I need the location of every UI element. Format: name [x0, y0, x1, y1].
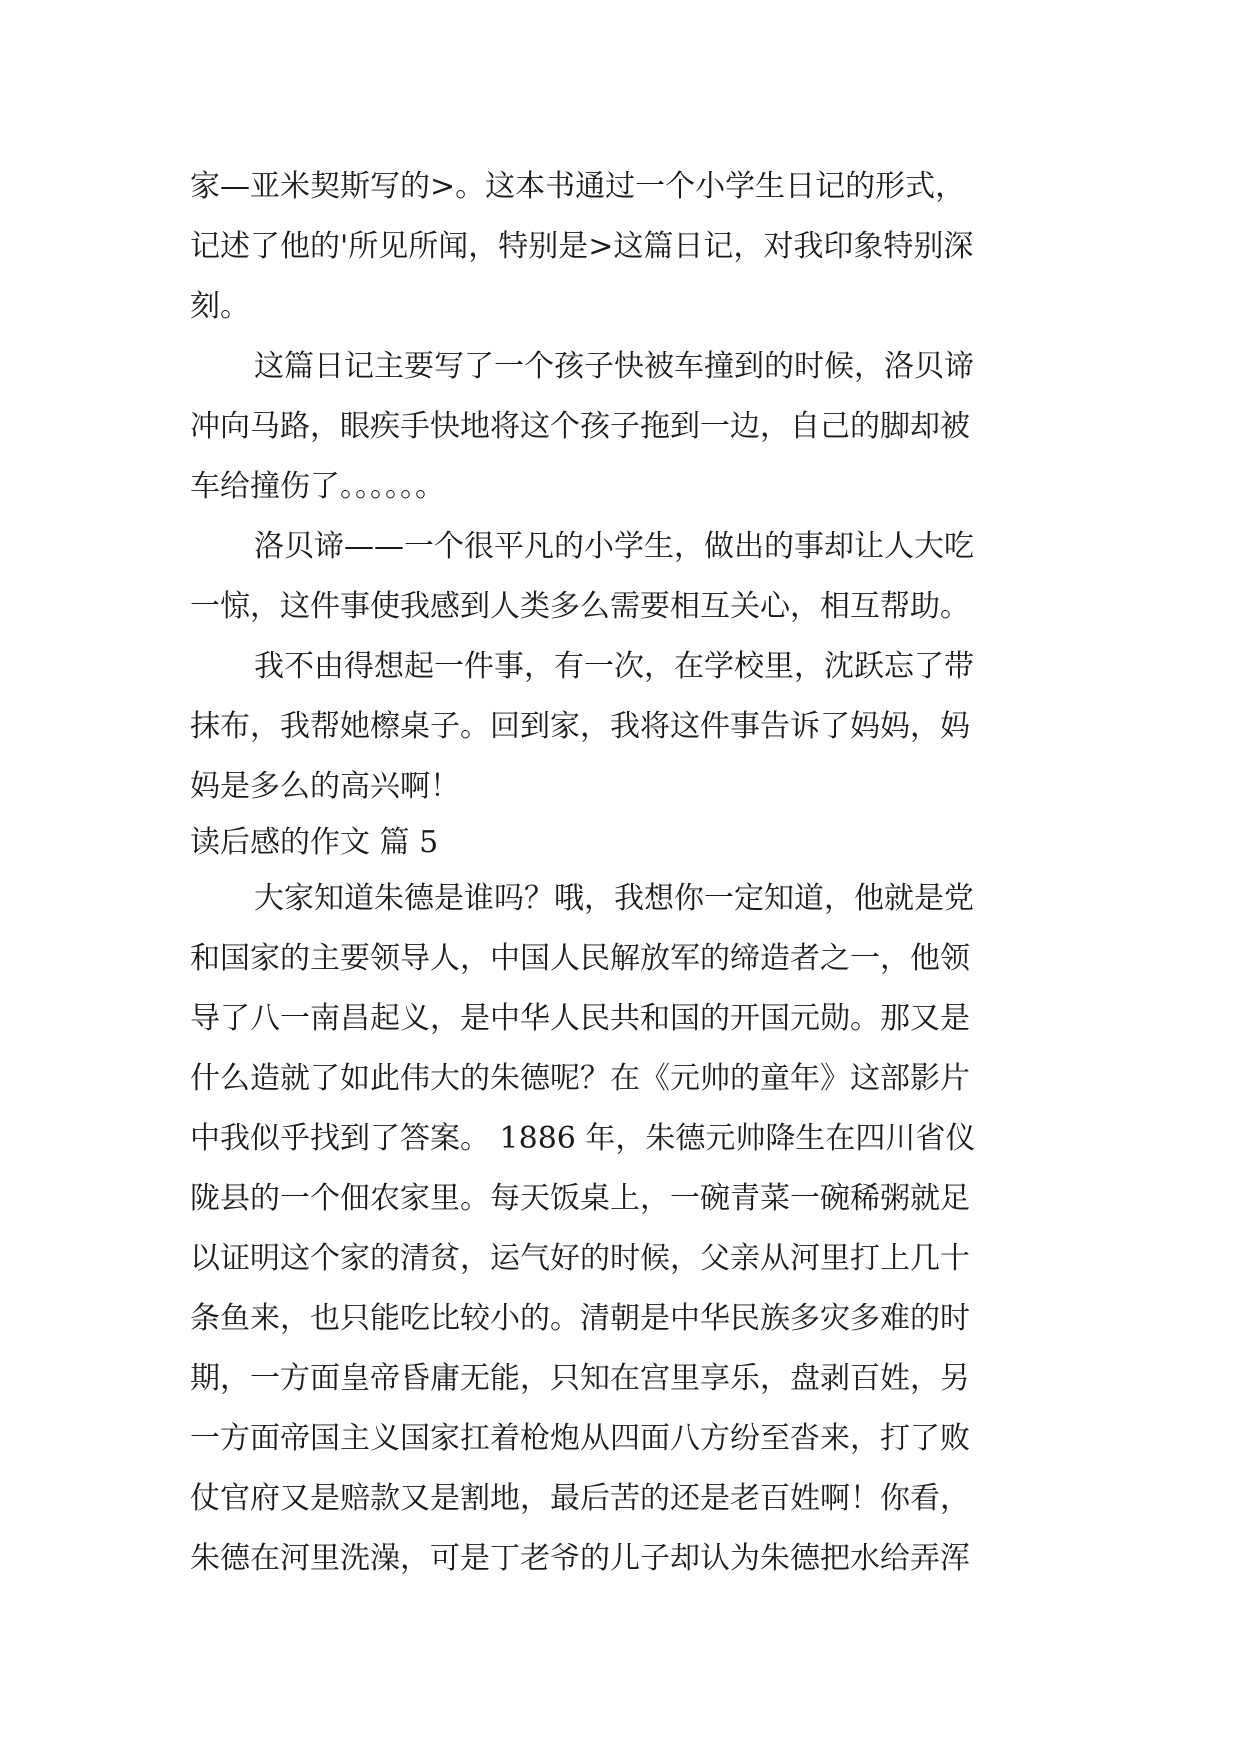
- text-line: 陇县的一个佃农家里。每天饭桌上，一碗青菜一碗稀粥就足: [190, 1181, 970, 1216]
- text-line: 以证明这个家的清贫，运气好的时候，父亲从河里打上几十: [190, 1241, 970, 1276]
- text-line: 什么造就了如此伟大的朱德呢？在《元帅的童年》这部影片: [190, 1061, 970, 1096]
- text-line: 冲向马路，眼疾手快地将这个孩子拖到一边，自己的脚却被: [190, 409, 970, 444]
- paragraph: [190, 157, 1070, 337]
- text-line: 妈是多么的高兴啊！: [190, 769, 460, 804]
- text-line: 刻。: [190, 289, 250, 324]
- text-line: 记述了他的'所见所闻，特别是>这篇日记，对我印象特别深: [190, 229, 974, 264]
- text-line: 我不由得想起一件事，有一次，在学校里，沈跃忘了带: [254, 649, 974, 684]
- text-line: 家—亚米契斯写的>。这本书通过一个小学生日记的形式，: [190, 169, 966, 204]
- text-line: 抹布，我帮她檫桌子。回到家，我将这件事告诉了妈妈，妈: [190, 709, 970, 744]
- paragraph: [190, 869, 1070, 1589]
- text-line: 条鱼来，也只能吃比较小的。清朝是中华民族多灾多难的时: [190, 1301, 970, 1336]
- text-line: 洛贝谛——一个很平凡的小学生，做出的事却让人大吃: [254, 529, 974, 564]
- text-line: 一惊，这件事使我感到人类多么需要相互关心，相互帮助。: [190, 589, 970, 624]
- paragraph: [190, 337, 1070, 517]
- document-body: [190, 157, 1070, 1589]
- text-line: 和国家的主要领导人，中国人民解放军的缔造者之一，他领: [190, 941, 970, 976]
- text-line: 导了八一南昌起义，是中华人民共和国的开国元勋。那又是: [190, 1001, 970, 1036]
- text-line: 中我似乎找到了答案。 1886 年，朱德元帅降生在四川省仪: [190, 1121, 976, 1156]
- text-line: 大家知道朱德是谁吗？哦，我想你一定知道，他就是党: [254, 881, 974, 916]
- paragraph: [190, 517, 1070, 637]
- text-line: 车给撞伤了。。。。。。: [190, 469, 445, 504]
- section-heading: 读后感的作文 篇 5: [190, 825, 439, 860]
- text-line: 一方面帝国主义国家扛着枪炮从四面八方纷至沓来，打了败: [190, 1421, 970, 1456]
- text-line: 期，一方面皇帝昏庸无能，只知在宫里享乐，盘剥百姓，另: [190, 1361, 970, 1396]
- text-line: 朱德在河里洗澡，可是丁老爷的儿子却认为朱德把水给弄浑: [190, 1541, 970, 1576]
- text-line: 仗官府又是赔款又是割地，最后苦的还是老百姓啊！你看，: [190, 1481, 970, 1516]
- paragraph: [190, 637, 1070, 817]
- text-line: 这篇日记主要写了一个孩子快被车撞到的时候，洛贝谛: [254, 349, 974, 384]
